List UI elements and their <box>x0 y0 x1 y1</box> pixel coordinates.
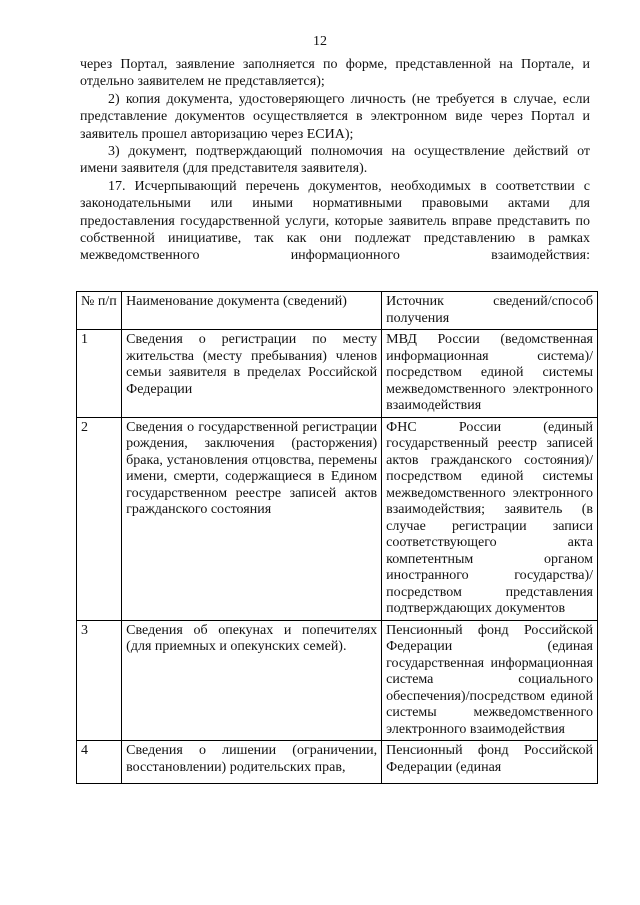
row-source <box>382 741 598 784</box>
row-number: 1 <box>77 330 122 418</box>
row-source: МВД России (ведомственная информационная система)/посредством единой системы межведомственного электронного взаимодействия <box>382 330 598 418</box>
table-row-partial <box>77 741 598 784</box>
row-source: ФНС России (единый государственный реестр записей актов гражданского состояния)/посредством единой системы межведомственного электронного взаимодействия; заявитель (в случае регистрации записи соответствующего акта компетентным органом иностранного государства)/ посредством представления подтверждающих документов <box>382 417 598 620</box>
row-document-name: Сведения о регистрации по месту жительства (месту пребывания) членов семьи заявителя в пределах Российской Федерации <box>122 330 382 418</box>
paragraph-item-3: 3) документ, подтверждающий полномочия на осуществление действий от имени заявителя (для представителя заявителя). <box>80 144 590 177</box>
row-document-name-text: Сведения о лишении (ограничении, восстановлении) родительских прав, <box>126 743 378 775</box>
row-document-name: Сведения о государственной регистрации рождения, заключения (расторжения) брака, установления отцовства, перемены имени, смерти, содержащиеся в Едином государственном реестре записей актов гражданского состояния <box>122 417 382 620</box>
body-text <box>80 56 590 265</box>
row-document-name <box>122 741 382 784</box>
table-header-row <box>77 292 598 330</box>
row-number-text: 4 <box>81 743 88 758</box>
row-number: 2 <box>77 417 122 620</box>
row-number <box>77 741 122 784</box>
table-row <box>77 620 598 741</box>
table-row <box>77 330 598 418</box>
header-document-name: Наименование документа (сведений) <box>122 292 382 330</box>
header-source: Источник сведений/способ получения <box>382 292 598 330</box>
row-source: Пенсионный фонд Российской Федерации (единая государственная информационная система социального обеспечения)/посредством единой системы межведомственного электронного взаимодействия <box>382 620 598 741</box>
row-document-name: Сведения об опекунах и попечителях (для приемных и опекунских семей). <box>122 620 382 741</box>
documents-table <box>76 291 598 784</box>
paragraph-continuation: через Портал, заявление заполняется по форме, представленной на Портале, и отдельно заявителем не представляется); <box>80 57 590 90</box>
paragraph-item-2: 2) копия документа, удостоверяющего личность (не требуется в случае, если представление документов осуществляется в электронном виде через Портал и заявитель прошел авторизацию через ЕСИА); <box>80 91 590 142</box>
table-row <box>77 417 598 620</box>
row-source-text: Пенсионный фонд Российской Федерации (единая <box>386 743 593 775</box>
page-number: 12 <box>313 34 327 49</box>
row-number: 3 <box>77 620 122 741</box>
paragraph-17: 17. Исчерпывающий перечень документов, необходимых в соответствии с законодательными или иными нормативными правовыми актами для предоставления государственной услуги, которые заявитель вправе представить по собственной инициативе, так как они подлежат представлению в рамках межведомственного информационного взаимодействия: <box>80 178 590 264</box>
header-number: № п/п <box>77 292 122 330</box>
